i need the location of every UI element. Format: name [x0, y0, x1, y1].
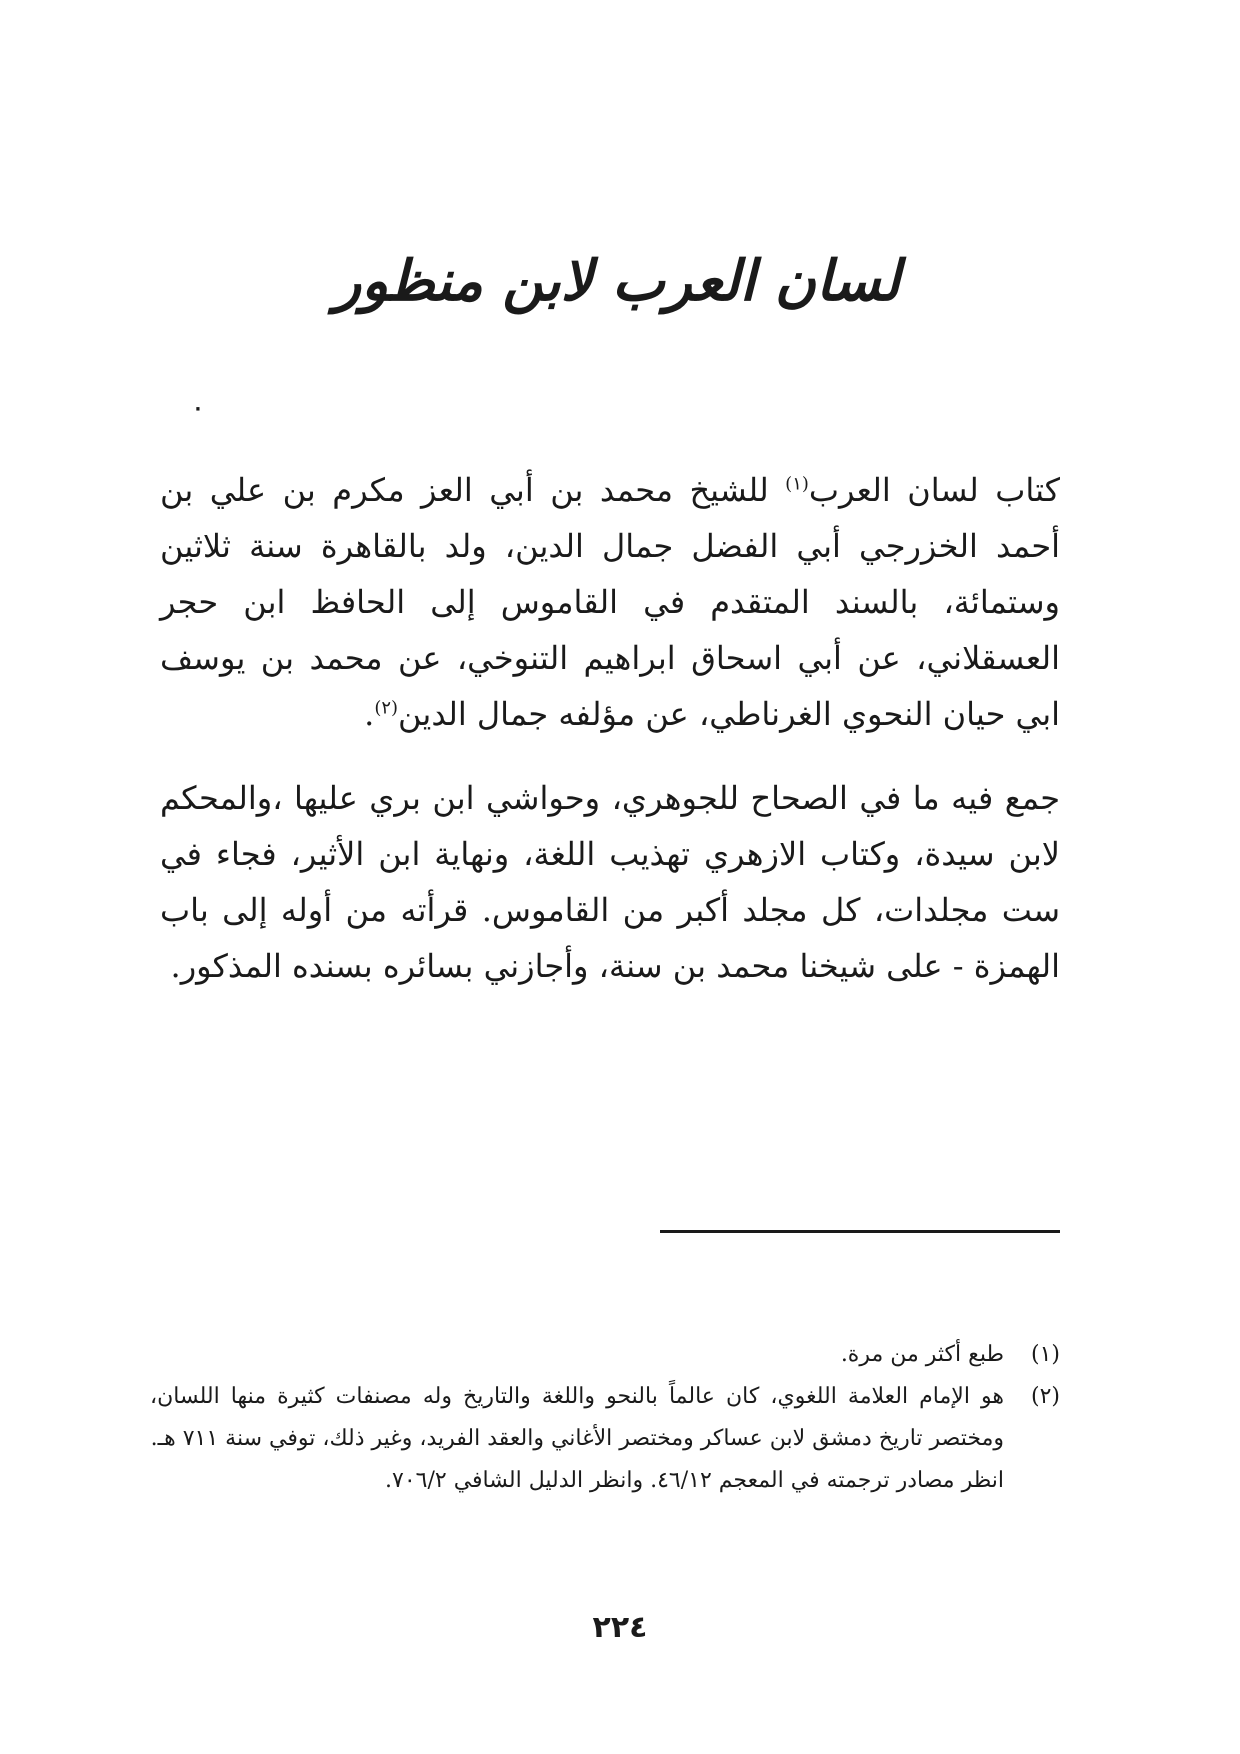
paragraph-1-end: .: [364, 695, 375, 733]
paragraph-1-start: كتاب لسان العرب: [808, 471, 1060, 509]
footnote-ref-1[interactable]: (١): [785, 473, 809, 495]
footnote-separator: [660, 1230, 1060, 1233]
footnote-number: (٢): [1030, 1384, 1060, 1409]
footnote-2-sources: انظر مصادر ترجمته في المعجم ٤٦/١٢. وانظر الدليل الشافي ٧٠٦/٢.: [385, 1468, 1004, 1493]
page-number: ٢٢٤: [592, 1610, 648, 1645]
footnote-text: هو الإمام العلامة اللغوي، كان عالماً بالنحو واللغة والتاريخ وله مصنفات كثيرة منها اللسان، ومختصر تاريخ دمشق لابن عساكر ومختصر الأغاني والعقد الفريد، وغير ذلك، توفي سنة ٧١١ هـ.: [150, 1384, 1004, 1451]
paragraph-1-body: للشيخ محمد بن أبي العز مكرم بن علي بن أحمد الخزرجي أبي الفضل جمال الدين، ولد بالقاهرة سنة ثلاثين وستمائة، بالسند المتقدم في القاموس إلى الحافظ ابن حجر العسقلاني، عن أبي اسحاق ابراهيم التنوخي، عن محمد بن يوسف ابي حيان النحوي الغرناطي، عن مؤلفه جمال الدين: [160, 471, 1061, 733]
paragraph-2: جمع فيه ما في الصحاح للجوهري، وحواشي ابن بري عليها ،والمحكم لابن سيدة، وكتاب الازهري تهذيب اللغة، ونهاية ابن الأثير، فجاء في ست مجلدات، كل مجلد أكبر من القاموس. قرأته من أوله إلى باب الهمزة - على شيخنا محمد بن سنة، وأجازني بسائره بسنده المذكور.: [160, 779, 1061, 985]
footnote-2: [150, 1376, 1060, 1460]
paragraph-1: [160, 462, 1060, 742]
footnote-text: طبع أكثر من مرة.: [840, 1342, 1004, 1367]
footnote-number: (١): [1030, 1342, 1060, 1367]
section-mark: ٠: [192, 395, 204, 421]
footnotes: [150, 1334, 1060, 1502]
footnote-ref-2[interactable]: (٢): [374, 697, 399, 719]
footnote-1: [150, 1334, 1060, 1376]
book-title: لسان العرب لابن منظور: [334, 249, 900, 314]
